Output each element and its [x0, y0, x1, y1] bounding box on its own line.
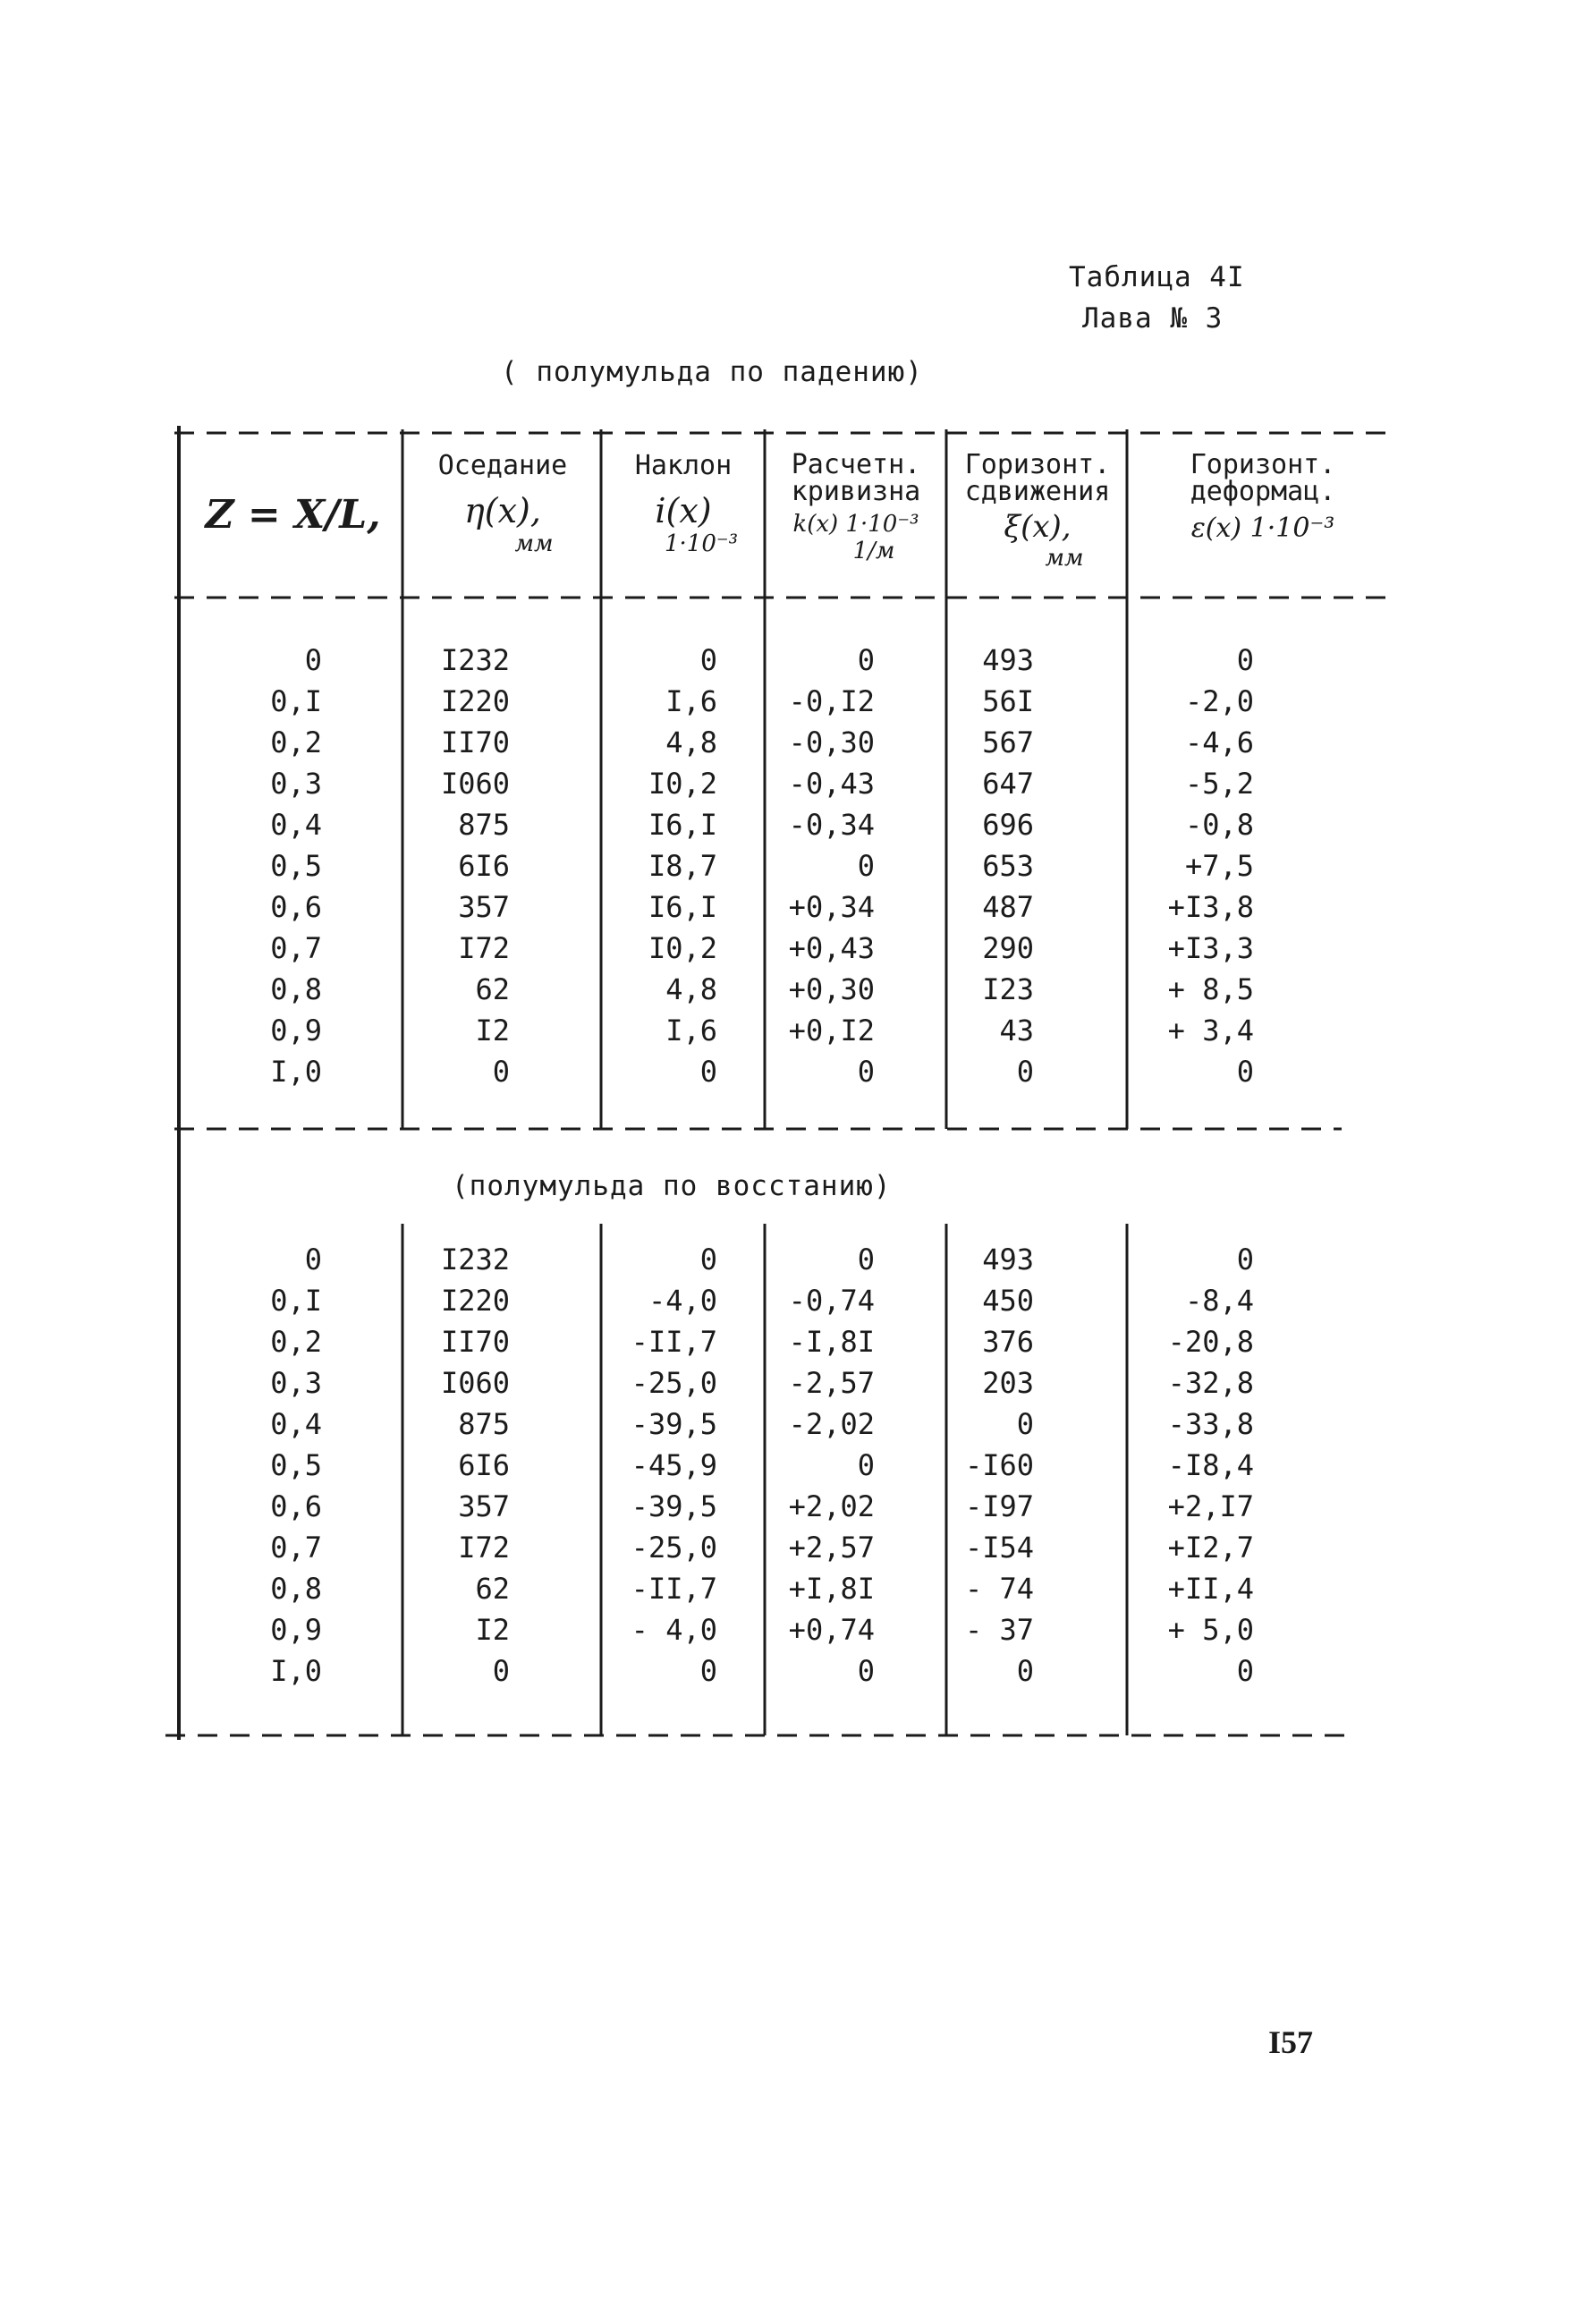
cell-deformation: -8,4: [1184, 1284, 1254, 1318]
cell-slope: 4,8: [665, 972, 717, 1006]
cell-settlement: 875: [458, 808, 510, 842]
cell-displacement: 450: [982, 1284, 1034, 1318]
col-curvature-unit: 1/м: [852, 538, 895, 564]
cell-z: 0,9: [270, 1014, 322, 1047]
cell-z: 0,4: [270, 808, 322, 842]
cell-settlement: 62: [475, 972, 510, 1006]
cell-deformation: -20,8: [1167, 1325, 1254, 1359]
cell-displacement: - 74: [964, 1572, 1034, 1606]
col-deformation-label: Горизонт. деформац.: [1190, 449, 1336, 507]
cell-z: 0,7: [270, 931, 322, 965]
cell-settlement: I220: [440, 684, 510, 718]
col-slope-unit: 1·10⁻³: [664, 530, 739, 557]
cell-deformation: -33,8: [1167, 1407, 1254, 1441]
cell-z: 0: [304, 643, 322, 677]
cell-curvature: 0: [857, 1243, 875, 1277]
cell-displacement: 43: [999, 1014, 1034, 1047]
cell-settlement: 357: [458, 1489, 510, 1523]
cell-slope: -4,0: [648, 1284, 717, 1318]
cell-curvature: -0,74: [788, 1284, 875, 1318]
cell-deformation: -32,8: [1167, 1366, 1254, 1400]
cell-settlement: 357: [458, 890, 510, 924]
cell-slope: 0: [699, 1654, 717, 1688]
cell-deformation: 0: [1236, 1055, 1254, 1089]
cell-deformation: 0: [1236, 1654, 1254, 1688]
cell-displacement: 647: [982, 767, 1034, 801]
header-col-curvature: [767, 449, 945, 564]
cell-settlement: 0: [492, 1055, 510, 1089]
cell-z: 0,5: [270, 1448, 322, 1482]
cell-curvature: +0,30: [788, 972, 875, 1006]
cell-slope: I6,I: [648, 890, 717, 924]
header-col-deformation: [1129, 449, 1397, 544]
cell-z: 0,7: [270, 1531, 322, 1565]
cell-curvature: 0: [857, 643, 875, 677]
cell-slope: I0,2: [648, 767, 717, 801]
cell-curvature: 0: [857, 1654, 875, 1688]
header-col-displacement: [948, 449, 1127, 572]
cell-curvature: 0: [857, 1448, 875, 1482]
cell-z: 0,3: [270, 1366, 322, 1400]
cell-slope: I6,I: [648, 808, 717, 842]
cell-deformation: +7,5: [1184, 849, 1254, 883]
table-number: Таблица 4I: [1069, 261, 1245, 293]
cell-slope: -II,7: [631, 1572, 717, 1606]
cell-curvature: -0,I2: [788, 684, 875, 718]
cell-displacement: 0: [1016, 1407, 1034, 1441]
cell-slope: I,6: [665, 1014, 717, 1047]
col-z-symbol: Z = X/L,: [205, 492, 381, 538]
cell-displacement: -I60: [964, 1448, 1034, 1482]
cell-z: 0,9: [270, 1613, 322, 1647]
cell-curvature: -0,30: [788, 725, 875, 759]
cell-curvature: +I,8I: [788, 1572, 875, 1606]
cell-displacement: 203: [982, 1366, 1034, 1400]
cell-deformation: +II,4: [1167, 1572, 1254, 1606]
cell-z: 0,I: [270, 684, 322, 718]
section-title-rise: (полумульда по восстанию): [452, 1170, 892, 1202]
cell-slope: -45,9: [631, 1448, 717, 1482]
cell-deformation: +I3,8: [1167, 890, 1254, 924]
col-slope-label: Наклон: [634, 450, 733, 481]
cell-z: 0,6: [270, 1489, 322, 1523]
cell-displacement: -I54: [964, 1531, 1034, 1565]
cell-settlement: I2: [475, 1613, 510, 1647]
cell-slope: -II,7: [631, 1325, 717, 1359]
page-number: I57: [1268, 2024, 1314, 2060]
cell-settlement: I72: [458, 931, 510, 965]
cell-curvature: 0: [857, 849, 875, 883]
lava-number: Лава № 3: [1082, 302, 1224, 335]
cell-slope: - 4,0: [631, 1613, 717, 1647]
cell-slope: I8,7: [648, 849, 717, 883]
cell-slope: 0: [699, 1243, 717, 1277]
cell-settlement: 0: [492, 1654, 510, 1688]
cell-curvature: -2,02: [788, 1407, 875, 1441]
cell-curvature: +0,34: [788, 890, 875, 924]
cell-displacement: -I97: [964, 1489, 1034, 1523]
cell-settlement: I2: [475, 1014, 510, 1047]
cell-z: 0,I: [270, 1284, 322, 1318]
cell-slope: 0: [699, 643, 717, 677]
cell-curvature: +2,57: [788, 1531, 875, 1565]
col-settlement-unit: мм: [514, 530, 554, 557]
cell-curvature: +0,43: [788, 931, 875, 965]
cell-deformation: -I8,4: [1167, 1448, 1254, 1482]
cell-settlement: I232: [440, 1243, 510, 1277]
cell-curvature: -0,43: [788, 767, 875, 801]
cell-deformation: -5,2: [1184, 767, 1254, 801]
header-col-z: [183, 456, 402, 590]
cell-settlement: 875: [458, 1407, 510, 1441]
cell-deformation: +I3,3: [1167, 931, 1254, 965]
cell-deformation: -4,6: [1184, 725, 1254, 759]
cell-settlement: I220: [440, 1284, 510, 1318]
cell-displacement: 56I: [982, 684, 1034, 718]
cell-displacement: 567: [982, 725, 1034, 759]
cell-displacement: 696: [982, 808, 1034, 842]
cell-settlement: 6I6: [458, 849, 510, 883]
cell-settlement: 62: [475, 1572, 510, 1606]
cell-slope: -39,5: [631, 1489, 717, 1523]
cell-deformation: 0: [1236, 643, 1254, 677]
cell-curvature: +0,I2: [788, 1014, 875, 1047]
cell-slope: 4,8: [665, 725, 717, 759]
cell-z: 0,4: [270, 1407, 322, 1441]
cell-displacement: 493: [982, 1243, 1034, 1277]
cell-slope: -39,5: [631, 1407, 717, 1441]
col-curvature-label: Расчетн. кривизна: [791, 449, 921, 507]
cell-displacement: 0: [1016, 1055, 1034, 1089]
cell-z: 0,2: [270, 725, 322, 759]
cell-deformation: +I2,7: [1167, 1531, 1254, 1565]
cell-displacement: - 37: [964, 1613, 1034, 1647]
cell-deformation: -0,8: [1184, 808, 1254, 842]
cell-curvature: +2,02: [788, 1489, 875, 1523]
col-displacement-symbol: ξ(x),: [1004, 509, 1072, 545]
cell-displacement: 290: [982, 931, 1034, 965]
cell-curvature: 0: [857, 1055, 875, 1089]
cell-z: 0,5: [270, 849, 322, 883]
cell-slope: 0: [699, 1055, 717, 1089]
cell-slope: -25,0: [631, 1531, 717, 1565]
cell-z: 0,8: [270, 1572, 322, 1606]
cell-z: 0,6: [270, 890, 322, 924]
cell-displacement: 493: [982, 643, 1034, 677]
cell-displacement: 487: [982, 890, 1034, 924]
cell-z: 0,2: [270, 1325, 322, 1359]
cell-displacement: I23: [982, 972, 1034, 1006]
cell-settlement: I060: [440, 767, 510, 801]
cell-slope: I,6: [665, 684, 717, 718]
cell-settlement: I232: [440, 643, 510, 677]
cell-settlement: I72: [458, 1531, 510, 1565]
header-col-settlement: [404, 452, 601, 557]
cell-z: 0,8: [270, 972, 322, 1006]
col-settlement-label: Оседание: [437, 450, 568, 481]
cell-curvature: -0,34: [788, 808, 875, 842]
cell-deformation: -2,0: [1184, 684, 1254, 718]
col-displacement-label: Горизонт. сдвижения: [964, 449, 1111, 507]
cell-slope: -25,0: [631, 1366, 717, 1400]
header-col-slope: [603, 452, 764, 557]
cell-z: 0,3: [270, 767, 322, 801]
cell-curvature: -I,8I: [788, 1325, 875, 1359]
cell-deformation: + 5,0: [1167, 1613, 1254, 1647]
cell-displacement: 0: [1016, 1654, 1034, 1688]
section-title-dip: ( полумульда по падению): [501, 356, 923, 388]
cell-deformation: + 8,5: [1167, 972, 1254, 1006]
cell-deformation: + 3,4: [1167, 1014, 1254, 1047]
cell-displacement: 653: [982, 849, 1034, 883]
cell-settlement: 6I6: [458, 1448, 510, 1482]
col-curvature-symbol: k(x) 1·10⁻³: [792, 511, 919, 538]
col-displacement-unit: мм: [1045, 545, 1084, 572]
cell-z: I,0: [270, 1055, 322, 1089]
cell-z: 0: [304, 1243, 322, 1277]
cell-deformation: 0: [1236, 1243, 1254, 1277]
cell-settlement: II70: [440, 1325, 510, 1359]
col-settlement-symbol: η(x),: [464, 491, 541, 530]
cell-deformation: +2,I7: [1167, 1489, 1254, 1523]
col-slope-symbol: i(x): [655, 491, 712, 530]
col-deformation-symbol: ε(x) 1·10⁻³: [1190, 513, 1335, 544]
cell-z: I,0: [270, 1654, 322, 1688]
cell-settlement: II70: [440, 725, 510, 759]
cell-curvature: -2,57: [788, 1366, 875, 1400]
cell-slope: I0,2: [648, 931, 717, 965]
cell-displacement: 376: [982, 1325, 1034, 1359]
cell-settlement: I060: [440, 1366, 510, 1400]
cell-curvature: +0,74: [788, 1613, 875, 1647]
